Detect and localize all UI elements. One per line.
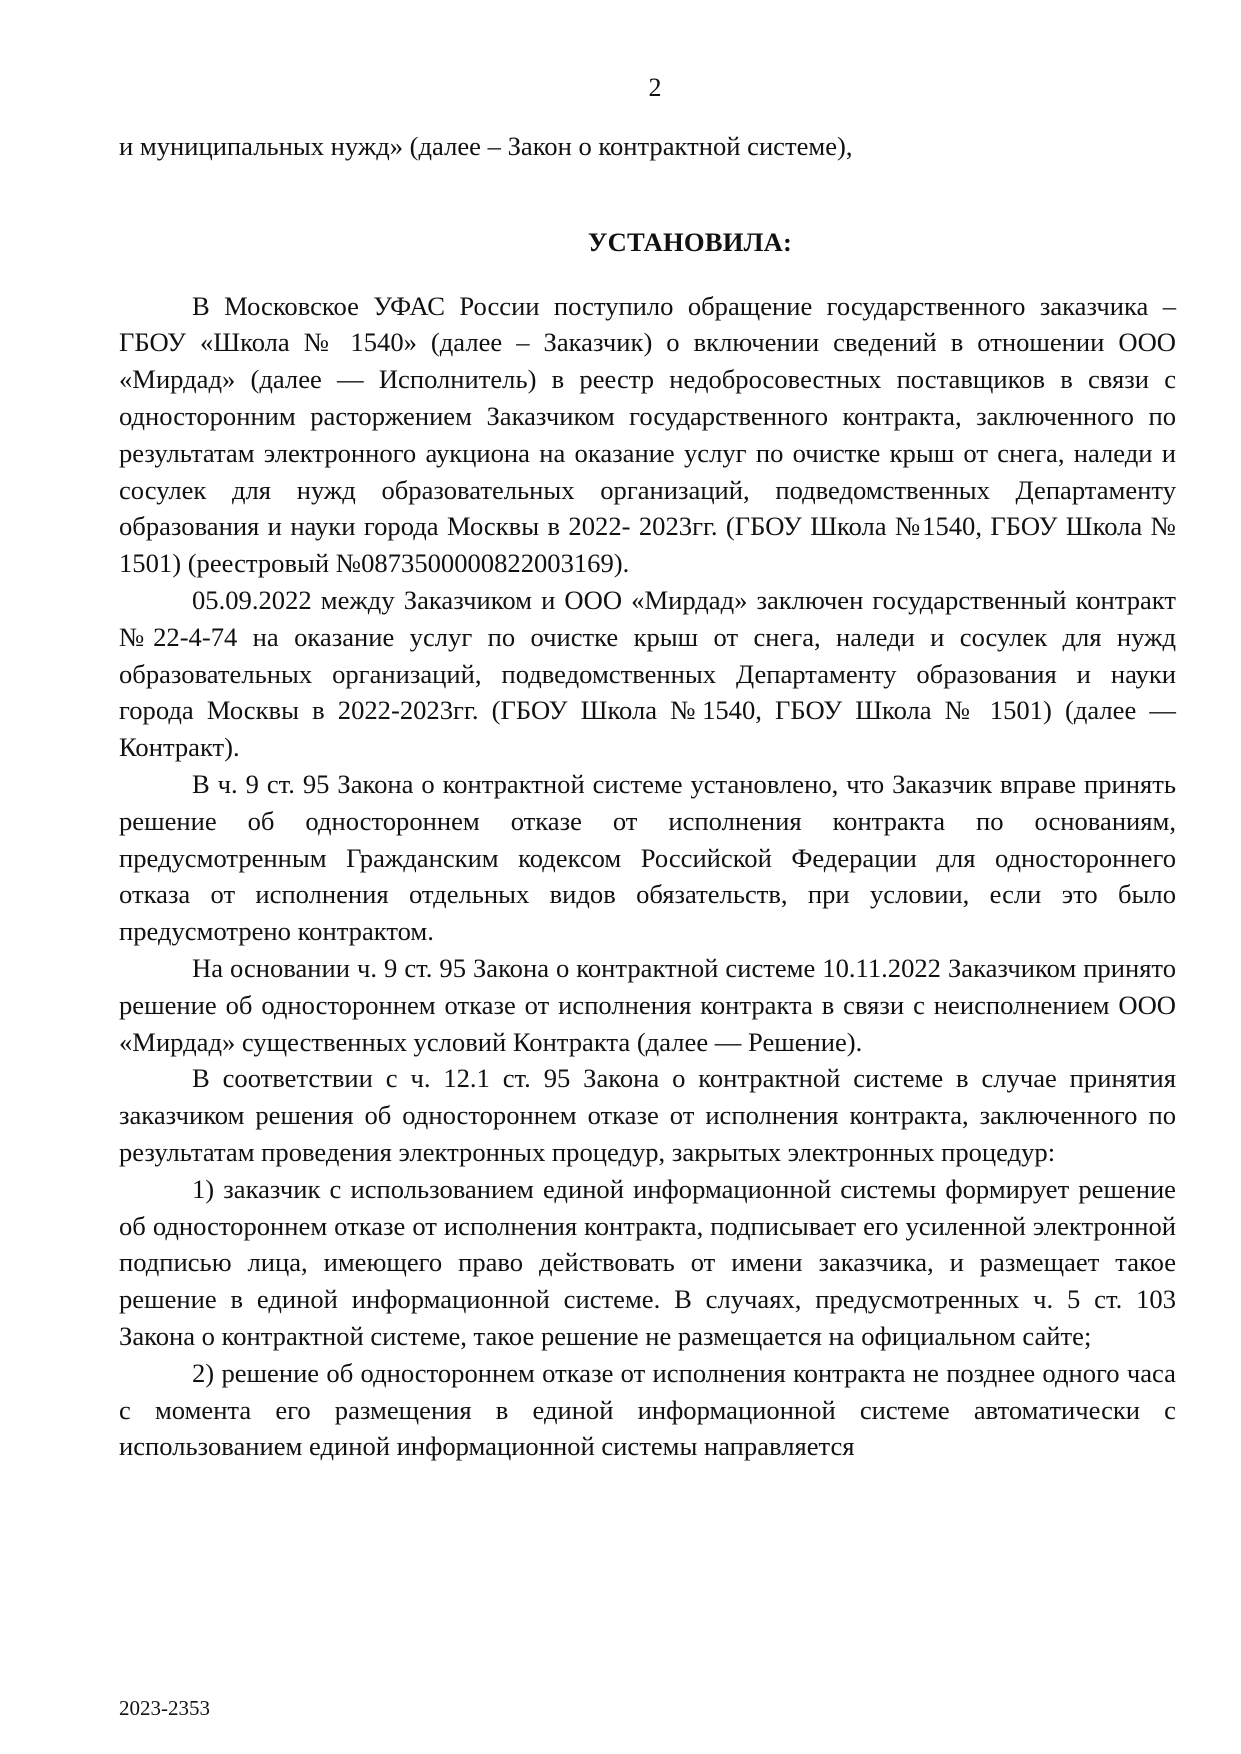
list-item-paragraph: 2) решение об одностороннем отказе от исполнения контракта не позднее одного часа с момента его размещения в единой информационной системе автоматически с использованием единой информационной системы направляется	[119, 1357, 1176, 1462]
list-item-paragraph: 1) заказчик с использованием единой информационной системы формирует решение об одностороннем отказе от исполнения контракта, подписывает его усиленной электронной подписью лица, имеющего право действовать от имени заказчика, и размещает такое решение в единой информационной системе. В случаях, предусмотренных ч. 5 ст. 103 Закона о контрактной системе, такое решение не размещается на официальном сайте;	[119, 1173, 1176, 1351]
page-number: 2	[648, 73, 662, 102]
opening-line: и муниципальных нужд» (далее – Закон о контрактной системе),	[119, 131, 853, 161]
paragraph: В соответствии с ч. 12.1 ст. 95 Закона о контрактной системе в случае принятия заказчиком решения об одностороннем отказе от исполнения контракта, заключенного по результатам проведения электронных процедур, закрытых электронных процедур:	[119, 1063, 1176, 1167]
paragraph: В ч. 9 ст. 95 Закона о контрактной системе установлено, что Заказчик вправе принять решение об одностороннем отказе от исполнения контракта по основаниям, предусмотренным Гражданским кодексом Российской Федерации для одностороннего отказа от исполнения отдельных видов обязательств, при условии, если это было предусмотрено контрактом.	[119, 768, 1176, 947]
paragraph: 05.09.2022 между Заказчиком и ООО «Мирдад» заключен государственный контракт №22-4-74 на оказание услуг по очистке крыш от снега, наледи и сосулек для нужд образовательных организаций, подведомственных Департаменту образования и науки города Москвы в 2022-2023гг. (ГБОУ Школа №1540, ГБОУ Школа № 1501) (далее — Контракт).	[119, 584, 1176, 763]
paragraph: На основании ч. 9 ст. 95 Закона о контрактной системе 10.11.2022 Заказчиком принято решение об одностороннем отказе от исполнения контракта в связи с неисполнением ООО «Мирдад» существенных условий Контракта (далее — Решение).	[119, 952, 1176, 1057]
paragraph: В Московское УФАС России поступило обращение государственного заказчика – ГБОУ «Школа № 1540» (далее – Заказчик) о включении сведений в отношении ООО «Мирдад» (далее — Исполнитель) в реестр недобросовестных поставщиков в связи с односторонним расторжением Заказчиком государственного контракта, заключенного по результатам электронного аукциона на оказание услуг по очистке крыш от снега, наледи и сосулек для нужд образовательных организаций, подведомственных Департаменту образования и науки города Москвы в 2022- 2023гг. (ГБОУ Школа №1540, ГБОУ Школа № 1501) (реестровый №0873500000822003169).	[119, 290, 1176, 579]
document-footer-number: 2023-2353	[119, 1696, 210, 1720]
section-heading: УСТАНОВИЛА:	[587, 226, 793, 257]
document-body	[119, 128, 1176, 1465]
